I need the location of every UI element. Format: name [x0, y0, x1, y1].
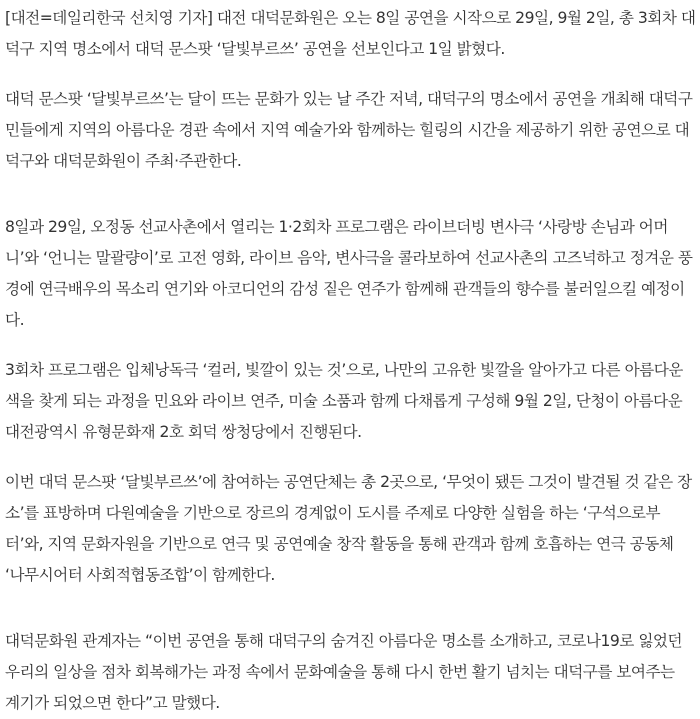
text-line: 계기가 되었으면 한다”고 말했다. — [5, 694, 220, 712]
text-line: 색을 찾게 되는 과정을 민요와 라이브 연주, 미술 소품과 함께 다채롭게 구성해 9월 2일, 단청이 아름다운 — [5, 392, 683, 410]
text-line: 경에 연극배우의 목소리 연기와 아코디언의 감성 짙은 연주가 함께해 관객들의 향수를 불러일으킬 예정이 — [5, 280, 685, 298]
text-line: 덕구와 대덕문화원이 주최·주관한다. — [5, 152, 242, 170]
paragraph-spacer — [5, 177, 695, 212]
text-line: 덕구 지역 명소에서 대덕 문스팟 ‘달빛부르쓰’ 공연을 선보인다고 1일 밝혔다. — [5, 40, 505, 58]
text-line: [대전=데일리한국 선치영 기자] 대전 대덕문화원은 오는 8일 공연을 시작으로 29일, 9월 2일, 총 3회차 대 — [5, 9, 696, 27]
article-body — [5, 3, 695, 719]
text-line: 민들에게 지역의 아름다운 경관 속에서 지역 예술가와 함께하는 힐링의 시간을 제공하기 위한 공연으로 대 — [5, 121, 690, 139]
text-line: 3회차 프로그램은 입체낭독극 ‘컬러, 빛깔이 있는 것’으로, 나만의 고유한 빛깔을 알아가고 다른 아름다운 — [5, 361, 683, 379]
text-line: 니’와 ‘언니는 말괄량이’로 고전 영화, 라이브 음악, 변사극을 콜라보하여 선교사촌의 고즈넉하고 정겨운 풍 — [5, 249, 693, 267]
text-line: 터’와, 지역 문화자원을 기반으로 연극 및 공연예술 창작 활동을 통해 관객과 함께 호흡하는 연극 공동체 — [5, 535, 674, 553]
paragraph-spacer — [5, 591, 695, 626]
text-line: 8일과 29일, 오정동 선교사촌에서 열리는 1·2회차 프로그램은 라이브더빙 변사극 ‘사랑방 손님과 어머 — [5, 218, 668, 236]
text-line: 소’를 표방하며 다원예술을 기반으로 장르의 경계없이 도시를 주제로 다양한 실험을 하는 ‘구석으로부 — [5, 504, 661, 522]
text-line: 이번 대덕 문스팟 ‘달빛부르쓰’에 참여하는 공연단체는 총 2곳으로, ‘무엇이 됐든 그것이 발견될 것 같은 장 — [5, 473, 692, 491]
text-line: 대덕 문스팟 ‘달빛부르쓰’는 달이 뜨는 문화가 있는 날 주간 저녁, 대덕구의 명소에서 공연을 개최해 대덕구 — [5, 90, 693, 108]
text-line: 대덕문화원 관계자는 “이번 공연을 통해 대덕구의 숨겨진 아름다운 명소를 소개하고, 코로나19로 잃었던 — [5, 632, 683, 650]
paragraph-spacer — [5, 65, 695, 84]
text-line: 다. — [5, 311, 25, 329]
text-line: 대전광역시 유형문화재 2호 회덕 쌍청당에서 진행된다. — [5, 423, 362, 441]
article-paragraph — [5, 212, 695, 336]
article-paragraph — [5, 355, 695, 448]
article-paragraph — [5, 467, 695, 591]
article-paragraph — [5, 84, 695, 177]
text-line: ‘나무시어터 사회적협동조합’이 함께한다. — [5, 566, 275, 584]
article-paragraph — [5, 626, 695, 719]
paragraph-spacer — [5, 336, 695, 355]
paragraph-spacer — [5, 448, 695, 467]
article-paragraph — [5, 3, 695, 65]
text-line: 우리의 일상을 점차 회복해가는 과정 속에서 문화예술을 통해 다시 한번 활기 넘치는 대덕구를 보여주는 — [5, 663, 675, 681]
